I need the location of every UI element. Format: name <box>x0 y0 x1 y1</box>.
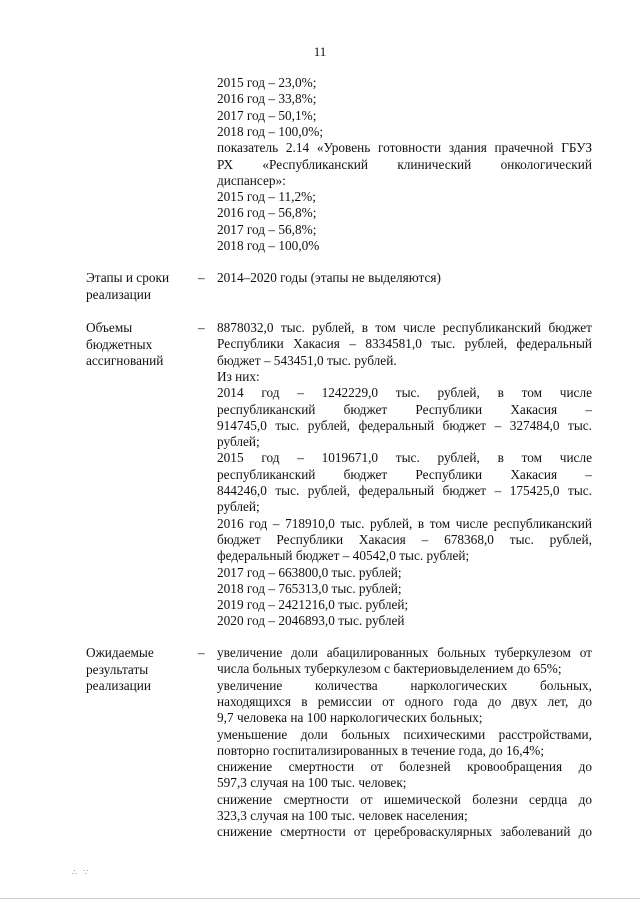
section-label <box>86 270 196 303</box>
indicator-line: 2016 год – 56,8%; <box>217 205 317 221</box>
indicator-line: диспансер»: <box>217 172 286 188</box>
indicator-line: 2017 год – 56,8%; <box>217 221 317 237</box>
indicator-line: 2015 год – 11,2%; <box>217 189 316 205</box>
section-text-line: 597,3 случая на 100 тыс. человек; <box>217 775 407 791</box>
section-text-line: увеличение количества наркологических больных, <box>217 677 592 693</box>
indicator-line: 2015 год – 23,0%; <box>217 75 317 90</box>
section-dash: – <box>198 320 205 335</box>
section-label <box>86 320 196 370</box>
section-text-line: снижение смертности от ишемической болезни сердца до <box>217 791 592 807</box>
section-text-line: 2019 год – 2421216,0 тыс. рублей; <box>217 597 409 613</box>
section-text-line: Республики Хакасия – 8334581,0 тыс. рублей, федеральный <box>217 336 592 352</box>
section-dash: – <box>198 270 205 285</box>
section-text-line: 844246,0 тыс. рублей, федеральный бюджет – 175425,0 тыс. <box>217 483 592 498</box>
section-text-line: республиканский бюджет Республики Хакасия – <box>217 466 592 482</box>
section-text-line: 2014 год – 1242229,0 тыс. рублей, в том числе <box>217 385 592 401</box>
indicator-line: 2018 год – 100,0% <box>217 238 320 253</box>
section-text-line: 9,7 человека на 100 наркологических больных; <box>217 710 483 726</box>
page-number: 11 <box>313 44 327 59</box>
section-label-line: Этапы и сроки <box>86 270 170 285</box>
section-text-line: 2017 год – 663800,0 тыс. рублей; <box>217 564 402 580</box>
section-text-line: рублей; <box>217 434 260 450</box>
section-text-line: 2014–2020 годы (этапы не выделяются) <box>217 270 441 285</box>
section-text-line: увеличение доли абацилированных больных туберкулезом от <box>217 645 592 660</box>
indicator-line: показатель 2.14 «Уровень готовности здания прачечной ГБУЗ <box>217 140 592 156</box>
page-bottom-edge <box>0 898 640 899</box>
indicator-line: РХ «Республиканский клинический онкологический <box>217 156 592 172</box>
section-text-line: 8878032,0 тыс. рублей, в том числе республиканский бюджет <box>217 320 592 335</box>
section-label-line: Ожидаемые <box>86 645 154 660</box>
indicator-line: 2016 год – 33,8%; <box>217 91 317 107</box>
section-text-line: уменьшение доли больных психическими расстройствами, <box>217 726 592 742</box>
section-label <box>86 645 196 695</box>
section-dash: – <box>198 645 205 660</box>
section-text-line: 323,3 случая на 100 тыс. человек населения; <box>217 808 468 823</box>
indicator-line: 2017 год – 50,1%; <box>217 107 317 123</box>
section-label-line: результаты <box>86 661 149 677</box>
section-text-line: республиканский бюджет Республики Хакасия – <box>217 401 592 417</box>
section-text-line: рублей; <box>217 499 260 515</box>
section-text-line: Из них: <box>217 368 260 384</box>
section-text-line: 2020 год – 2046893,0 тыс. рублей <box>217 613 405 629</box>
scan-mark: ∴ ∵ <box>72 868 91 877</box>
section-text-line: 2015 год – 1019671,0 тыс. рублей, в том числе <box>217 450 592 466</box>
section-text-line: 914745,0 тыс. рублей, федеральный бюджет – 327484,0 тыс. <box>217 417 592 433</box>
section-text-line: бюджет – 543451,0 тыс. рублей. <box>217 352 397 368</box>
section-text-line: федеральный бюджет – 40542,0 тыс. рублей; <box>217 548 470 564</box>
section-text-line: 2018 год – 765313,0 тыс. рублей; <box>217 580 402 596</box>
indicator-line: 2018 год – 100,0%; <box>217 123 324 139</box>
section-label-line: Объемы <box>86 320 133 335</box>
section-label-line: ассигнований <box>86 353 164 368</box>
section-label-line: реализации <box>86 678 151 693</box>
section-text-line: снижение смертности от болезней кровообращения до <box>217 759 592 775</box>
section-label-line: реализации <box>86 286 151 302</box>
section-text-line: снижение смертности от цереброваскулярных заболеваний до <box>217 824 592 840</box>
section-label-line: бюджетных <box>86 336 153 352</box>
section-text-line: бюджет Республики Хакасия – 678368,0 тыс. рублей, <box>217 531 592 547</box>
section-text-line: числа больных туберкулезом с бактериовыделением до 65%; <box>217 661 562 677</box>
section-text-line: повторно госпитализированных в течение года, до 16,4%; <box>217 742 545 758</box>
section-text-line: находящихся в ремиссии от одного года до двух лет, до <box>217 693 592 709</box>
section-text-line: 2016 год – 718910,0 тыс. рублей, в том числе республиканский <box>217 515 592 531</box>
